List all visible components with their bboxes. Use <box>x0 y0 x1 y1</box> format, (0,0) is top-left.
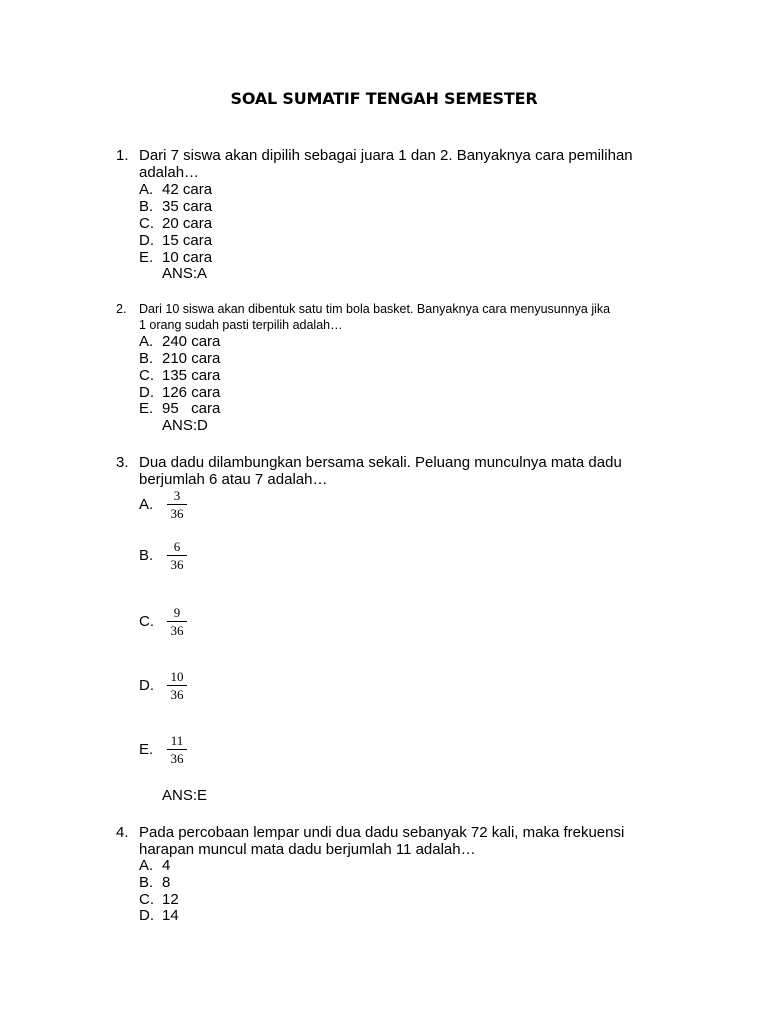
option-letter: C. <box>139 367 154 384</box>
fraction-numerator: 3 <box>167 488 187 505</box>
answer-key: ANS:D <box>162 417 208 434</box>
option-d <box>139 232 212 249</box>
fraction-denominator: 36 <box>170 557 184 572</box>
option-letter: A. <box>139 181 154 198</box>
option-letter: B. <box>139 198 154 215</box>
option-text: 15 cara <box>162 232 213 249</box>
option-letter: C. <box>139 215 154 232</box>
option-letter: B. <box>139 547 154 564</box>
option-text: 126 cara <box>162 384 221 401</box>
answer-key: ANS:A <box>162 265 208 282</box>
option-letter: D. <box>139 384 154 401</box>
option-letter: D. <box>139 232 154 249</box>
option-letter: D. <box>139 907 154 924</box>
question-text-line: Dari 7 siswa akan dipilih sebagai juara 1 dan 2. Banyaknya cara pemilihan <box>139 147 633 164</box>
question-text-line: Dua dadu dilambungkan bersama sekali. Peluang munculnya mata dadu <box>139 454 622 471</box>
option-c <box>139 891 179 908</box>
option-text: 14 <box>162 907 179 924</box>
option-text: 210 cara <box>162 350 221 367</box>
fraction-numerator: 9 <box>167 605 187 622</box>
question-number: 3. <box>116 454 129 471</box>
option-b <box>139 350 220 367</box>
option-letter: A. <box>139 496 154 513</box>
question-text-line: berjumlah 6 atau 7 adalah… <box>139 471 328 488</box>
option-text: 8 <box>162 874 171 891</box>
option-c-fraction <box>167 605 187 638</box>
option-text: 240 cara <box>162 333 221 350</box>
option-text: 4 <box>162 857 171 874</box>
question-text-line: Pada percobaan lempar undi dua dadu sebanyak 72 kali, maka frekuensi <box>139 824 625 841</box>
option-b <box>139 874 170 891</box>
option-text: 10 cara <box>162 249 213 266</box>
fraction-numerator: 11 <box>167 733 187 750</box>
fraction-denominator: 36 <box>170 687 184 702</box>
option-letter: E. <box>139 741 154 758</box>
option-d <box>139 907 179 924</box>
question-text-line: Dari 10 siswa akan dibentuk satu tim bola basket. Banyaknya cara menyusunnya jika <box>139 302 611 316</box>
answer-key: ANS:E <box>162 787 208 804</box>
fraction-denominator: 36 <box>170 623 184 638</box>
option-b <box>139 198 212 215</box>
question-number: 4. <box>116 824 129 841</box>
option-text: 12 <box>162 891 179 908</box>
option-letter: A. <box>139 333 154 350</box>
question-number: 1. <box>116 147 129 164</box>
question-text-line: harapan muncul mata dadu berjumlah 11 adalah… <box>139 841 476 858</box>
option-d-fraction <box>167 669 187 702</box>
fraction-numerator: 6 <box>167 539 187 556</box>
option-e-fraction <box>167 733 187 766</box>
question-text-line: 1 orang sudah pasti terpilih adalah… <box>139 318 343 332</box>
option-letter: D. <box>139 677 154 694</box>
option-letter: C. <box>139 891 154 908</box>
option-letter: C. <box>139 613 154 630</box>
option-text: 35 cara <box>162 198 213 215</box>
option-c <box>139 215 212 232</box>
fraction-denominator: 36 <box>170 751 184 766</box>
option-a <box>139 333 220 350</box>
option-letter: B. <box>139 350 154 367</box>
question-number: 2. <box>116 302 127 316</box>
question-text-line: adalah… <box>139 164 200 181</box>
fraction-denominator: 36 <box>170 506 184 521</box>
fraction-numerator: 10 <box>167 669 187 686</box>
option-a-fraction <box>167 488 187 521</box>
page-title: SOAL SUMATIF TENGAH SEMESTER <box>230 89 538 108</box>
option-c <box>139 367 220 384</box>
option-letter: A. <box>139 857 154 874</box>
option-text: 135 cara <box>162 367 221 384</box>
option-d <box>139 384 220 401</box>
option-a <box>139 181 212 198</box>
option-letter: E. <box>139 400 154 417</box>
option-text: 20 cara <box>162 215 213 232</box>
option-letter: B. <box>139 874 154 891</box>
option-e <box>139 400 220 417</box>
option-text: 42 cara <box>162 181 213 198</box>
option-e <box>139 249 212 266</box>
option-b-fraction <box>167 539 187 572</box>
option-text: 95 cara <box>162 400 221 417</box>
option-a <box>139 857 170 874</box>
option-letter: E. <box>139 249 154 266</box>
